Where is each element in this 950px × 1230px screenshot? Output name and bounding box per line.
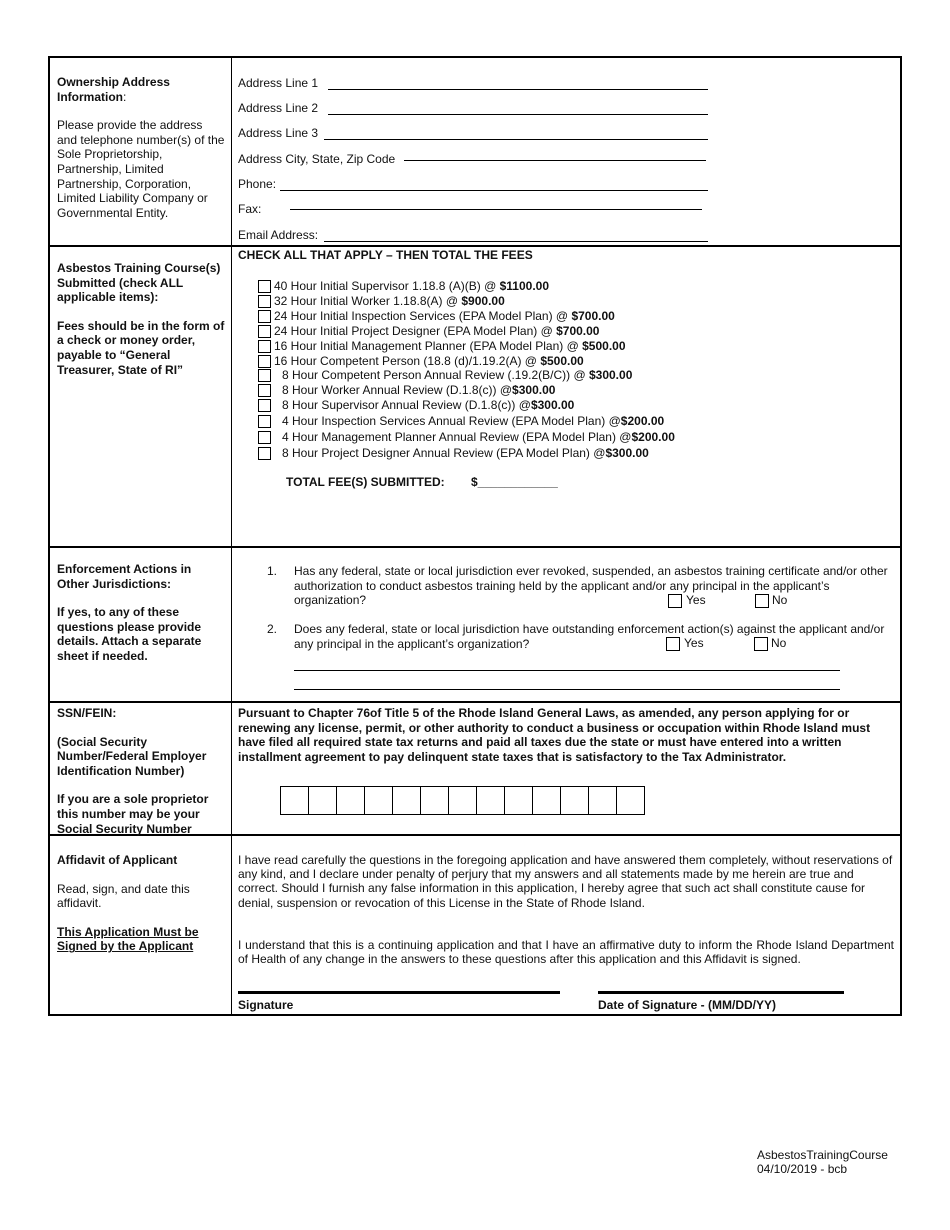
phone-input[interactable] xyxy=(280,190,708,191)
details-line-2[interactable] xyxy=(294,689,840,690)
course-fee: $200.00 xyxy=(620,414,665,428)
course-checkbox[interactable] xyxy=(258,340,271,353)
course-label: 16 Hour Initial Management Planner (EPA Model Plan) @ xyxy=(274,339,583,353)
course-label: 8 Hour Project Designer Annual Review (EPA Model Plan) @ xyxy=(282,446,606,460)
address-line-3-input[interactable] xyxy=(324,139,708,140)
date-of-signature-label: Date of Signature - (MM/DD/YY) xyxy=(598,998,777,1012)
details-line-1[interactable] xyxy=(294,670,840,671)
question-1-no-checkbox[interactable] xyxy=(755,594,769,608)
course-item xyxy=(282,398,574,412)
course-item xyxy=(274,339,626,353)
address-line-2-field[interactable] xyxy=(238,101,318,115)
course-checkbox[interactable] xyxy=(258,431,271,444)
enforcement-label-block xyxy=(57,562,225,678)
affidavit-instruction: Read, sign, and date this affidavit. xyxy=(57,881,190,911)
question-2-no-checkbox[interactable] xyxy=(754,637,768,651)
course-checkbox[interactable] xyxy=(258,355,271,368)
email-label: Email Address: xyxy=(238,228,319,242)
course-label: 32 Hour Initial Worker 1.18.8(A) @ xyxy=(274,294,462,308)
ownership-description: Please provide the address and telephone number(s) of the Sole Proprietorship, Partnership, Limited Partnership, Corporation, Limited Liability Company or Governmental Entity. xyxy=(57,118,225,220)
ssn-digit-box[interactable] xyxy=(420,786,449,815)
course-item xyxy=(274,294,505,308)
phone-label: Phone: xyxy=(238,177,277,191)
address-line-3-field[interactable] xyxy=(238,126,318,140)
question-1-number: 1. xyxy=(267,564,278,578)
enforcement-title: Enforcement Actions in Other Jurisdictions: xyxy=(57,562,192,591)
question-1-yes-label: Yes xyxy=(686,593,706,607)
question-1-yes-checkbox[interactable] xyxy=(668,594,682,608)
course-checkbox[interactable] xyxy=(258,447,271,460)
course-checkbox[interactable] xyxy=(258,369,271,382)
training-header: CHECK ALL THAT APPLY – THEN TOTAL THE FEES xyxy=(238,248,533,262)
course-item xyxy=(282,414,664,428)
ssn-input[interactable] xyxy=(280,786,644,815)
ssn-digit-box[interactable] xyxy=(308,786,337,815)
fax-label: Fax: xyxy=(238,202,262,216)
course-fee: $300.00 xyxy=(512,383,556,397)
course-label: 4 Hour Management Planner Annual Review (EPA Model Plan) @ xyxy=(282,430,632,444)
question-2-no-label: No xyxy=(771,636,787,650)
ssn-digit-box[interactable] xyxy=(448,786,477,815)
email-field[interactable] xyxy=(238,228,318,242)
course-fee: $700.00 xyxy=(556,324,600,338)
affidavit-must-sign: This Application Must be Signed by the Applicant xyxy=(57,924,199,954)
course-fee: $300.00 xyxy=(588,368,633,382)
application-form xyxy=(48,56,902,1016)
column-divider xyxy=(231,58,232,1014)
course-fee: $1100.00 xyxy=(499,279,549,293)
ownership-label-block xyxy=(57,75,225,234)
course-item xyxy=(282,383,555,397)
date-of-signature-line[interactable] xyxy=(598,991,844,994)
ssn-digit-box[interactable] xyxy=(588,786,617,815)
affidavit-label-block xyxy=(57,853,225,968)
training-label-block xyxy=(57,261,225,391)
course-fee: $700.00 xyxy=(571,309,615,323)
address-line-1-field[interactable] xyxy=(238,76,318,90)
ownership-title-colon: : xyxy=(123,89,127,104)
ssn-digit-box[interactable] xyxy=(364,786,393,815)
ssn-digit-box[interactable] xyxy=(504,786,533,815)
address-line-1-label: Address Line 1 xyxy=(238,76,319,90)
fax-field[interactable] xyxy=(238,202,261,216)
ownership-title: Ownership Address Information xyxy=(57,75,170,104)
question-1-text: Has any federal, state or local jurisdiction ever revoked, suspended, an asbestos training certificate and/or other authorization to conduct asbestos training held by the applicant and/or any principal in the applicant’s organization? xyxy=(294,564,888,608)
course-label: 8 Hour Supervisor Annual Review (D.1.8(c)) @ xyxy=(282,398,531,412)
course-label: 24 Hour Initial Inspection Services (EPA Model Plan) @ xyxy=(274,309,572,323)
ssn-digit-box[interactable] xyxy=(392,786,421,815)
address-line-2-input[interactable] xyxy=(328,114,708,115)
question-2-yes-checkbox[interactable] xyxy=(666,637,680,651)
enforcement-note: If yes, to any of these questions please provide details. Attach a separate sheet if needed. xyxy=(57,605,202,663)
fax-input[interactable] xyxy=(290,209,702,210)
course-item xyxy=(274,354,584,368)
section-divider-2 xyxy=(50,546,900,548)
course-label: 40 Hour Initial Supervisor 1.18.8 (A)(B) @ xyxy=(274,279,500,293)
affidavit-title: Affidavit of Applicant xyxy=(57,853,178,867)
ssn-subtitle: (Social Security Number/Federal Employer Identification Number) xyxy=(57,734,207,778)
address-city-input[interactable] xyxy=(404,160,706,161)
question-2-yes-label: Yes xyxy=(684,636,704,650)
course-item xyxy=(282,368,632,382)
ssn-digit-box[interactable] xyxy=(532,786,561,815)
course-item xyxy=(282,446,649,460)
total-fee-input[interactable]: $____________ xyxy=(471,475,558,489)
document-footer xyxy=(757,1148,888,1176)
email-input[interactable] xyxy=(324,241,708,242)
course-checkbox[interactable] xyxy=(258,415,271,428)
section-divider-1 xyxy=(50,245,900,247)
course-fee: $200.00 xyxy=(631,430,675,444)
course-checkbox[interactable] xyxy=(258,310,271,323)
address-city-field[interactable] xyxy=(238,152,395,166)
course-label: 8 Hour Competent Person Annual Review (.19.2(B/C)) @ xyxy=(282,368,589,382)
course-label: 4 Hour Inspection Services Annual Review (EPA Model Plan) @ xyxy=(282,414,621,428)
course-item xyxy=(282,430,675,444)
training-title: Asbestos Training Course(s) Submitted (check ALL applicable items): xyxy=(57,261,221,305)
course-checkbox[interactable] xyxy=(258,295,271,308)
course-item xyxy=(274,309,615,323)
address-line-1-input[interactable] xyxy=(328,89,708,90)
question-2-text: Does any federal, state or local jurisdiction have outstanding enforcement action(s) against the applicant and/or any principal in the applicant’s organization? xyxy=(294,622,885,651)
course-checkbox[interactable] xyxy=(258,399,271,412)
address-line-3-label: Address Line 3 xyxy=(238,126,319,140)
signature-label: Signature xyxy=(238,998,294,1012)
course-checkbox[interactable] xyxy=(258,280,271,293)
training-fees-note: Fees should be in the form of a check or money order, payable to “General Treasurer, State of RI” xyxy=(57,318,225,377)
footer-revision: 04/10/2019 - bcb xyxy=(757,1162,848,1176)
ssn-digit-box[interactable] xyxy=(336,786,365,815)
course-fee: $500.00 xyxy=(582,339,626,353)
section-divider-3 xyxy=(50,701,900,703)
ssn-title: SSN/FEIN: xyxy=(57,706,117,720)
ssn-digit-box[interactable] xyxy=(280,786,309,815)
total-fee-label: TOTAL FEE(S) SUBMITTED: xyxy=(286,475,445,489)
course-fee: $300.00 xyxy=(530,398,575,412)
signature-line[interactable] xyxy=(238,991,560,994)
ssn-note: If you are a sole proprietor this number may be your Social Security Number xyxy=(57,792,209,836)
course-label: 24 Hour Initial Project Designer (EPA Model Plan) @ xyxy=(274,324,557,338)
course-checkbox[interactable] xyxy=(258,325,271,338)
ssn-label-block xyxy=(57,706,225,850)
course-fee: $500.00 xyxy=(540,354,584,368)
course-checkbox[interactable] xyxy=(258,384,271,397)
phone-field[interactable] xyxy=(238,177,276,191)
ssn-digit-box[interactable] xyxy=(476,786,505,815)
affidavit-paragraph-2: I understand that this is a continuing application and that I have an affirmative duty to inform the Rhode Island Department of Health of any change in the answers to these questions after this application and this Affidavit is signed. xyxy=(238,938,894,967)
course-item xyxy=(274,324,599,338)
question-1-no-label: No xyxy=(772,593,788,607)
ssn-digit-box[interactable] xyxy=(616,786,645,815)
course-item xyxy=(274,279,549,293)
footer-doc-name: AsbestosTrainingCourse xyxy=(757,1148,888,1162)
affidavit-paragraph-1: I have read carefully the questions in the foregoing application and have answered them completely, without reservations of any kind, and I declare under penalty of perjury that my answers and all statements made by me herein are true and correct. Should I furnish any false information in this application, I hereby agree that such act shall constitute cause for denial, suspension or revocation of this License in the State of Rhode Island. xyxy=(238,853,893,910)
course-label: 8 Hour Worker Annual Review (D.1.8(c)) @ xyxy=(282,383,513,397)
question-2-number: 2. xyxy=(267,622,278,636)
course-label: 16 Hour Competent Person (18.8 (d)/1.19.2(A) @ xyxy=(274,354,541,368)
address-line-2-label: Address Line 2 xyxy=(238,101,319,115)
course-fee: $300.00 xyxy=(605,446,649,460)
tax-compliance-statement: Pursuant to Chapter 76of Title 5 of the Rhode Island General Laws, as amended, any person applying for or renewing any license, permit, or other authority to conduct a business or occupation within Rhode Island must have filed all required state tax returns and paid all taxes due the state or must have entered into a written installment agreement to pay delinquent state taxes that is satisfactory to the Tax Administrator. xyxy=(238,706,871,764)
ssn-digit-box[interactable] xyxy=(560,786,589,815)
course-fee: $900.00 xyxy=(461,294,505,308)
address-city-label: Address City, State, Zip Code xyxy=(238,152,396,166)
